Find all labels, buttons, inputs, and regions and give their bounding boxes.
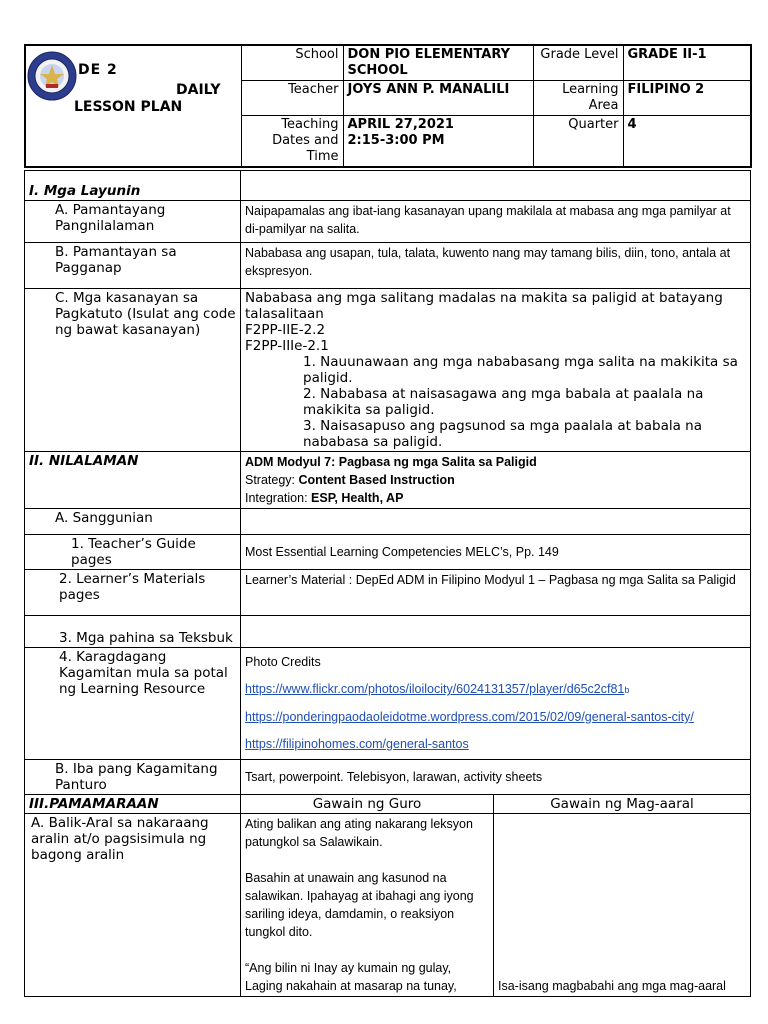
strategy-label: Strategy:: [245, 473, 299, 487]
quarter-label: Quarter: [533, 116, 623, 168]
dates-value: [343, 116, 533, 168]
label-sanggunian: A. Sanggunian: [25, 509, 241, 535]
guro-paragraph-1: Ating balikan ang ating nakarang leksyon patungkol sa Salawikain.: [245, 817, 473, 849]
guro-paragraph-2: Basahin at unawain ang kasunod na salawikan. Ipahayag at ibahagi ang iyong sariling ideya, damdamin, o reaksiyon tungkol dito.: [245, 871, 474, 939]
value-learners-materials: Learner’s Material : DepEd ADM in Filipino Modyul 1 – Pagbasa ng mga Salita sa Paligid: [241, 570, 751, 616]
kasanayan-code-2: F2PP-IIIe-2.1: [245, 338, 329, 354]
header-gawain-guro: Gawain ng Guro: [241, 795, 494, 814]
lesson-plan-document: [24, 44, 750, 997]
title-line-1: DE 2: [78, 62, 118, 78]
strategy-line: [245, 471, 746, 489]
header-gawain-magaaral: Gawain ng Mag-aaral: [494, 795, 751, 814]
school-value: DON PIO ELEMENTARY SCHOOL: [343, 45, 533, 81]
gawain-magaaral-balik-aral: [494, 814, 751, 997]
section-layunin: I. Mga Layunin: [25, 171, 241, 201]
label-learners-materials: 2. Learner’s Materials pages: [25, 570, 241, 616]
link-row-2: [245, 704, 746, 731]
link-row-1: [245, 676, 746, 704]
link-filipinohomes[interactable]: https://filipinohomes.com/general-santos: [245, 737, 469, 751]
label-pamantayan-sa-pagganap: B. Pamantayan sa Pagganap: [25, 243, 241, 289]
quarter-value: 4: [623, 116, 751, 168]
title-line-2: DAILY: [176, 82, 221, 98]
dates-label: Teaching Dates and Time: [241, 116, 343, 168]
integration-label: Integration:: [245, 491, 312, 505]
label-teachers-guide: 1. Teacher’s Guide pages: [25, 535, 241, 570]
deped-seal-icon: [26, 50, 78, 102]
kasanayan-intro: Nababasa ang mga salitang madalas na makita sa paligid at batayang talasalitaan: [245, 290, 723, 322]
value-kasanayan: [241, 289, 751, 452]
value-karagdagang-kagamitan: [241, 648, 751, 760]
section-nilalaman: II. NILALAMAN: [25, 452, 241, 509]
label-karagdagang-kagamitan: 4. Karagdagang Kagamitan mula sa potal ng Learning Resource: [25, 648, 241, 760]
kasanayan-code-1: F2PP-IIE-2.2: [245, 322, 326, 338]
dates-value-date: APRIL 27,2021: [347, 117, 454, 132]
integration-value: ESP, Health, AP: [311, 491, 404, 505]
area-label: Learning Area: [533, 81, 623, 116]
area-value: FILIPINO 2: [623, 81, 751, 116]
strategy-value: Content Based Instruction: [298, 473, 455, 487]
sanggunian-empty: [241, 509, 751, 535]
link-flickr-tail: b: [624, 685, 630, 695]
section-pamamaraan: III.PAMAMARAAN: [25, 795, 241, 814]
grade-label: Grade Level: [533, 45, 623, 81]
magaaral-paragraph-1: Isa-isang magbabahi ang mga mag-aaral: [498, 979, 726, 993]
label-teksbuk: 3. Mga pahina sa Teksbuk: [25, 616, 241, 648]
label-kasanayan: C. Mga kasanayan sa Pagkatuto (Isulat ang code ng bawat kasanayan): [25, 289, 241, 452]
dates-value-time: 2:15-3:00 PM: [347, 133, 445, 148]
grade-value: GRADE II-1: [623, 45, 751, 81]
integration-line: [245, 489, 746, 507]
layunin-empty: [241, 171, 751, 201]
objective-2: 2. Nababasa at naisasagawa ang mga babala at paalala na makikita sa paligid.: [303, 386, 704, 418]
value-teksbuk: [241, 616, 751, 648]
lesson-table: [24, 170, 751, 997]
link-flickr[interactable]: https://www.flickr.com/photos/iloilocity/6024131357/player/d65c2cf81: [245, 682, 625, 696]
photo-credits: Photo Credits: [245, 655, 321, 669]
link-ponderingpao[interactable]: https://ponderingpaodaoleidotme.wordpress.com/2015/02/09/general-santos-city/: [245, 710, 694, 724]
value-teachers-guide: Most Essential Learning Competencies MELC’s, Pp. 149: [241, 535, 751, 570]
school-label: School: [241, 45, 343, 81]
value-pamantayan-sa-pagganap: Nababasa ang usapan, tula, talata, kuwento nang may tamang bilis, diin, tono, antala at ekspresyon.: [241, 243, 751, 289]
gawain-guro-balik-aral: [241, 814, 494, 997]
title-line-3: LESSON PLAN: [74, 99, 183, 115]
header-table: [24, 44, 752, 168]
label-pamantayang-pangnilalaman: A. Pamantayang Pangnilalaman: [25, 201, 241, 243]
teacher-label: Teacher: [241, 81, 343, 116]
label-iba-pang-kagamitan: B. Iba pang Kagamitang Panturo: [25, 760, 241, 795]
objective-1: 1. Nauunawaan ang mga nababasang mga salita na makikita sa paligid.: [303, 354, 738, 386]
guro-paragraph-3: “Ang bilin ni Inay ay kumain ng gulay, Laging nakahain at masarap na tunay,: [245, 961, 457, 993]
adm-title: ADM Modyul 7: Pagbasa ng mga Salita sa Paligid: [245, 455, 537, 469]
link-row-3: [245, 731, 746, 758]
teacher-value: JOYS ANN P. MANALILI: [343, 81, 533, 116]
value-pamantayang-pangnilalaman: Naipapamalas ang ibat-iang kasanayan upang makilala at mabasa ang mga pamilyar at di-pamilyar na salita.: [241, 201, 751, 243]
label-balik-aral: A. Balik-Aral sa nakaraang aralin at/o pagsisimula ng bagong aralin: [25, 814, 241, 997]
title-cell: [25, 45, 241, 167]
value-iba-pang-kagamitan: Tsart, powerpoint. Telebisyon, larawan, activity sheets: [241, 760, 751, 795]
nilalaman-content: [241, 452, 751, 509]
objective-3: 3. Naisasapuso ang pagsunod sa mga paalala at babala na nababasa sa paligid.: [303, 418, 703, 450]
